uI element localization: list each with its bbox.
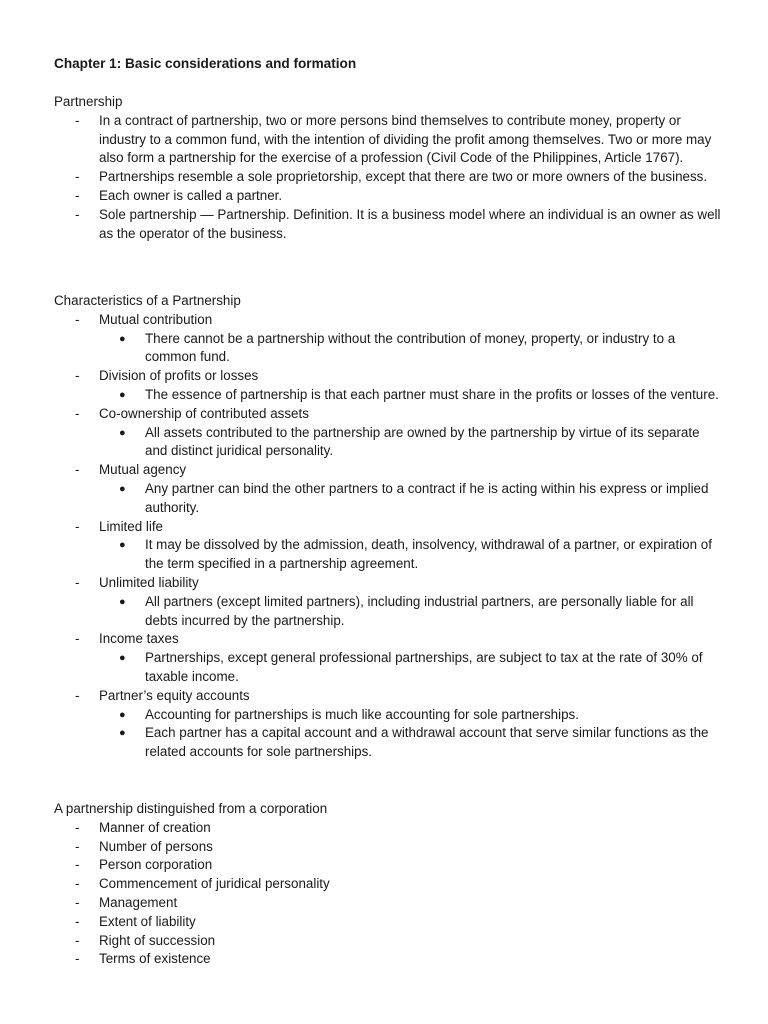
list-item-text: Co-ownership of contributed assets <box>99 405 309 421</box>
dash-marker: - <box>75 631 80 647</box>
bullet-item <box>99 706 724 725</box>
bullet-dot-icon: ● <box>119 539 126 552</box>
bullet-dot-icon: ● <box>119 482 126 495</box>
list-item-text: Management <box>99 894 178 910</box>
dash-marker: - <box>75 857 80 873</box>
section-partnership-vs-corporation <box>54 800 724 969</box>
bullet-text: Accounting for partnerships is much like accounting for sole partnerships. <box>145 706 579 722</box>
section-characteristics <box>54 292 724 762</box>
bullet-item <box>99 649 724 687</box>
list-item <box>54 856 724 875</box>
bullet-list <box>99 424 724 462</box>
list-item <box>54 405 724 461</box>
list-item <box>54 518 724 574</box>
dash-marker: - <box>75 819 80 835</box>
dash-marker: - <box>75 876 80 892</box>
list-item-text: Limited life <box>99 518 164 534</box>
bullet-item <box>99 536 724 574</box>
dash-marker: - <box>75 112 80 128</box>
list-item-text: Number of persons <box>99 838 213 854</box>
bullet-item <box>99 330 724 368</box>
dash-marker: - <box>75 838 80 854</box>
section-heading: Partnership <box>54 94 123 109</box>
bullet-dot-icon: ● <box>119 426 126 439</box>
list-item-text: Unlimited liability <box>99 574 199 590</box>
dash-marker: - <box>75 187 80 203</box>
list-item <box>54 461 724 517</box>
section-partnership <box>54 93 724 243</box>
bullet-item <box>99 480 724 518</box>
bullet-dot-icon: ● <box>119 388 126 401</box>
bullet-text: The essence of partnership is that each partner must share in the profits or losses of the venture. <box>145 386 719 402</box>
dash-marker: - <box>75 894 80 910</box>
dash-marker: - <box>75 462 80 478</box>
dash-marker: - <box>75 574 80 590</box>
bullet-item <box>99 593 724 631</box>
bullet-item <box>99 724 724 762</box>
list-item <box>54 913 724 932</box>
bullet-text: There cannot be a partnership without the contribution of money, property, or industry to a common fund. <box>145 330 676 365</box>
list-item <box>54 838 724 857</box>
dash-marker: - <box>75 206 80 222</box>
list-item <box>54 687 724 762</box>
bullet-text: Each partner has a capital account and a withdrawal account that serve similar functions as the related accounts for sole partnerships. <box>145 725 709 760</box>
list-item <box>54 875 724 894</box>
list-item-text: Person corporation <box>99 857 213 873</box>
bullet-text: All assets contributed to the partnership are owned by the partnership by virtue of its separate and distinct juridical personality. <box>145 424 700 459</box>
dash-marker: - <box>75 932 80 948</box>
list-item <box>54 187 724 206</box>
list-item <box>54 932 724 951</box>
list-item <box>54 630 724 686</box>
dash-list <box>54 819 724 969</box>
section-heading: Characteristics of a Partnership <box>54 293 241 308</box>
dash-marker: - <box>75 687 80 703</box>
bullet-dot-icon: ● <box>119 332 126 345</box>
bullet-text: All partners (except limited partners), including industrial partners, are personally liable for all debts incurred by the partnership. <box>145 593 694 628</box>
dash-marker: - <box>75 169 80 185</box>
list-item-text: Division of profits or losses <box>99 368 259 384</box>
bullet-text: It may be dissolved by the admission, death, insolvency, withdrawal of a partner, or expiration of the term specified in a partnership agreement. <box>145 537 712 572</box>
bullet-text: Partnerships, except general professional partnerships, are subject to tax at the rate of 30% of taxable income. <box>145 650 703 684</box>
chapter-title: Chapter 1: Basic considerations and formation <box>54 56 357 71</box>
bullet-list <box>99 386 724 405</box>
bullet-list <box>99 330 724 368</box>
list-item <box>54 206 724 244</box>
dash-marker: - <box>75 311 80 327</box>
list-item-text: Sole partnership — Partnership. Definition. It is a business model where an individual is an owner as well as the operator of the business. <box>99 206 721 241</box>
list-item <box>54 168 724 187</box>
dash-list <box>54 112 724 244</box>
list-item-text: Manner of creation <box>99 819 211 835</box>
bullet-dot-icon: ● <box>119 708 126 721</box>
dash-marker: - <box>75 405 80 421</box>
bullet-list <box>99 536 724 574</box>
dash-list <box>54 311 724 762</box>
bullet-dot-icon: ● <box>119 652 126 665</box>
list-item-text: Commencement of juridical personality <box>99 876 330 892</box>
bullet-item <box>99 386 724 405</box>
list-item <box>54 574 724 630</box>
list-item-text: Partner’s equity accounts <box>99 687 250 703</box>
list-item-text: Terms of existence <box>99 951 211 967</box>
list-item <box>54 894 724 913</box>
list-item-text: Mutual agency <box>99 462 187 478</box>
section-heading: A partnership distinguished from a corporation <box>54 801 328 816</box>
list-item <box>54 311 724 367</box>
bullet-list <box>99 649 724 687</box>
list-item-text: Partnerships resemble a sole proprietorship, except that there are two or more owners of the business. <box>99 169 708 185</box>
list-item-text: Right of succession <box>99 932 216 948</box>
list-item-text: Extent of liability <box>99 913 196 929</box>
list-item-text: Each owner is called a partner. <box>99 187 283 203</box>
bullet-dot-icon: ● <box>119 727 126 740</box>
bullet-dot-icon: ● <box>119 595 126 608</box>
dash-marker: - <box>75 368 80 384</box>
dash-marker: - <box>75 913 80 929</box>
list-item-text: Mutual contribution <box>99 311 213 327</box>
list-item <box>54 819 724 838</box>
bullet-text: Any partner can bind the other partners to a contract if he is acting within his express or implied authority. <box>145 480 709 515</box>
bullet-list <box>99 593 724 631</box>
list-item <box>54 367 724 405</box>
bullet-item <box>99 424 724 462</box>
bullet-list <box>99 480 724 518</box>
list-item-text: In a contract of partnership, two or more persons bind themselves to contribute money, property or industry to a common fund, with the intention of dividing the profit among themselves. Two or more may also form a partnership for the exercise of a profession (Civil Code of the Philippines, Article 1767). <box>99 112 712 166</box>
bullet-list <box>99 706 724 762</box>
list-item-text: Income taxes <box>99 631 179 647</box>
list-item <box>54 950 724 969</box>
dash-marker: - <box>75 518 80 534</box>
dash-marker: - <box>75 951 80 967</box>
list-item <box>54 112 724 168</box>
